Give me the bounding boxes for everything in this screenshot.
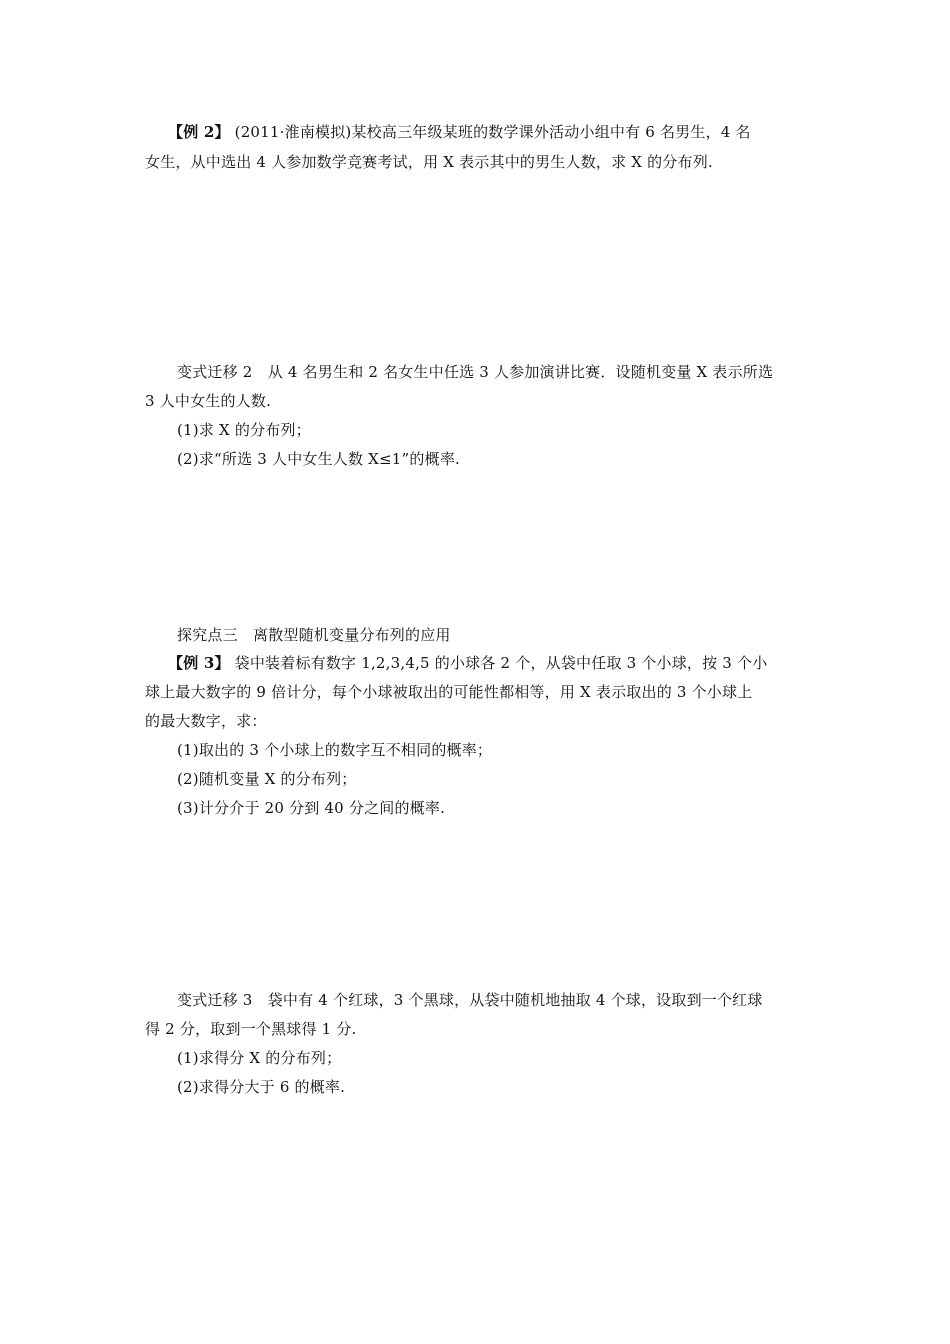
variant-3-line-2: 得 2 分，取到一个黑球得 1 分. xyxy=(145,1020,357,1038)
variant-2-line-2: 3 人中女生的人数. xyxy=(145,392,272,410)
variant-2-question-2: (2)求“所选 3 人中女生人数 X≤1”的概率. xyxy=(177,450,460,468)
example-2-text-1: (2011·淮南模拟)某校高三年级某班的数学课外活动小组中有 6 名男生，4 名 xyxy=(229,123,751,141)
example-3-label: 【例 3】 xyxy=(168,654,230,672)
example-2-line-1 xyxy=(168,122,833,142)
example-3-question-1: (1)取出的 3 个小球上的数字互不相同的概率； xyxy=(177,741,493,759)
example-2-line-2: 女生，从中选出 4 人参加数学竞赛考试，用 X 表示其中的男生人数，求 X 的分布列. xyxy=(145,153,713,171)
variant-2-line-1: 变式迁移 2 从 4 名男生和 2 名女生中任选 3 人参加演讲比赛．设随机变量 X 表示所选 xyxy=(177,363,774,381)
variant-3-line-1: 变式迁移 3 袋中有 4 个红球，3 个黑球，从袋中随机地抽取 4 个球，设取到一个红球 xyxy=(177,991,763,1009)
example-3-question-3: (3)计分介于 20 分到 40 分之间的概率. xyxy=(177,799,446,817)
example-3-line-3: 的最大数字，求： xyxy=(145,712,267,730)
variant-2-question-1: (1)求 X 的分布列； xyxy=(177,421,311,439)
example-2-label: 【例 2】 xyxy=(168,123,230,141)
variant-3-question-2: (2)求得分大于 6 的概率. xyxy=(177,1078,346,1096)
variant-3-question-1: (1)求得分 X 的分布列； xyxy=(177,1049,342,1067)
section-3-heading: 探究点三 离散型随机变量分布列的应用 xyxy=(177,626,451,644)
example-3-line-2: 球上最大数字的 9 倍计分，每个小球被取出的可能性都相等，用 X 表示取出的 3 个小球上 xyxy=(145,683,753,701)
example-3-text-1: 袋中装着标有数字 1,2,3,4,5 的小球各 2 个，从袋中任取 3 个小球，按 3 个小 xyxy=(229,654,768,672)
example-3-line-1 xyxy=(168,653,833,673)
example-3-question-2: (2)随机变量 X 的分布列； xyxy=(177,770,357,788)
